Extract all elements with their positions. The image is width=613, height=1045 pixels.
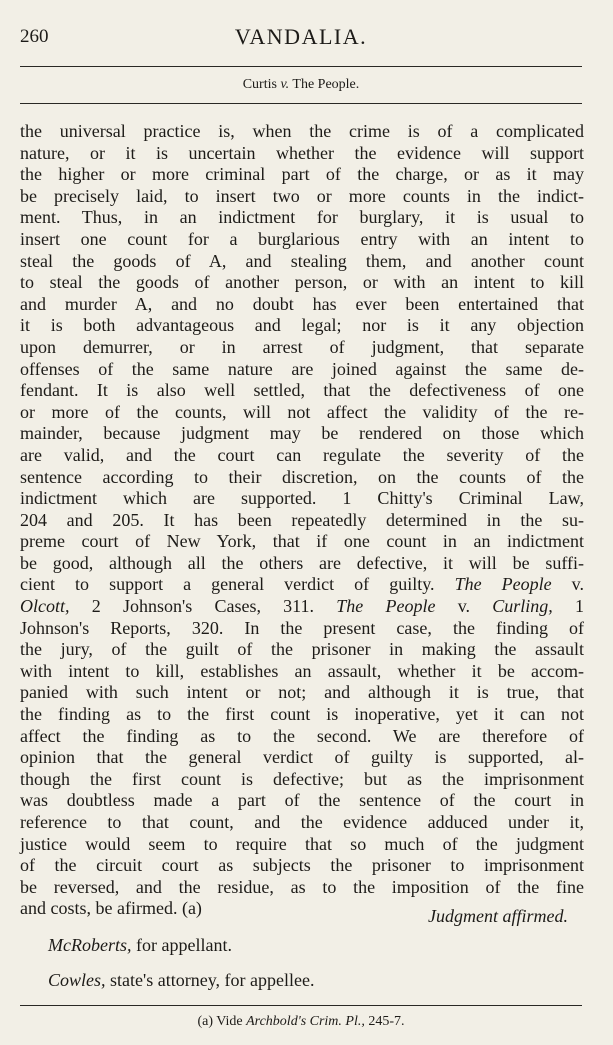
text-line: upon demurrer, or in arrest of judgment, that separate: [20, 336, 584, 357]
opinion-text: [20, 121, 584, 920]
appellee-counsel-role: state's attorney, for appellee.: [110, 970, 315, 990]
running-title: VANDALIA.: [234, 24, 368, 49]
text-line: indictment which are supported. 1 Chitty's Criminal Law,: [20, 488, 584, 509]
text-line: or more of the counts, will not affect the validity of the re-: [20, 401, 584, 422]
header-rule: [20, 66, 582, 67]
case-citation-versus: v.: [457, 596, 471, 617]
text-line: opinion that the general verdict of guilty is supported, al-: [20, 747, 584, 768]
counsel-appellant: [48, 935, 232, 956]
text-line: fendant. It is also well settled, that the defectiveness of one: [20, 380, 584, 401]
text-line: the jury, of the guilt of the prisoner in making the assault: [20, 639, 584, 660]
text-line: Johnson's Reports, 320. In the present case, the finding of: [20, 617, 584, 638]
appellant-counsel-role: for appellant.: [135, 935, 232, 955]
text-line: and murder A, and no doubt has ever been entertained that: [20, 293, 584, 314]
footnote-work: Archbold's Crim. Pl.,: [246, 1014, 365, 1029]
text-line: preme court of New York, that if one count in an indictment: [20, 531, 584, 552]
footnote-prefix: (a) Vide: [197, 1014, 243, 1029]
text-line: affect the finding as to the second. We are therefore of: [20, 725, 584, 746]
case-versus: v.: [280, 77, 290, 92]
text-line: though the first count is defective; but as the imprisonment: [20, 768, 584, 789]
text-line: ment. Thus, in an indictment for burglary, it is usual to: [20, 207, 584, 228]
text-line: panied with such intent or not; and although it is true, that: [20, 682, 584, 703]
text-line: nature, or it is uncertain whether the evidence will support: [20, 142, 584, 163]
footnote: [20, 1014, 582, 1030]
text-line: of the circuit court as subjects the prisoner to imprisonment: [20, 855, 584, 876]
text-line: reference to that count, and the evidence adduced under it,: [20, 812, 584, 832]
text-line: be reversed, and the residue, as to the imposition of the fine: [20, 876, 584, 897]
text-line: are valid, and the court can regulate the severity of the: [20, 444, 584, 465]
text-line: and costs, be afirmed. (a): [20, 898, 202, 919]
text-line: was doubtless made a part of the sentence of the court in: [20, 790, 584, 811]
case-citation-name: The People: [454, 574, 552, 595]
text-line: sentence according to their discretion, on the counts of the: [20, 466, 584, 487]
text-line: be precisely laid, to insert two or more counts in the indict-: [20, 185, 584, 206]
judgment-line: Judgment affirmed.: [428, 906, 568, 926]
case-title-rule: [20, 103, 582, 104]
text-line: offenses of the same nature are joined against the same de-: [20, 358, 584, 379]
text-line: insert one count for a burglarious entry with an intent to: [20, 228, 584, 249]
text-line: mainder, because judgment may be rendered on those which: [20, 423, 584, 444]
text-line-citation: [20, 596, 584, 618]
text-line: the higher or more criminal part of the charge, or as it may: [20, 164, 584, 185]
footnote-pages: 245-7.: [368, 1014, 405, 1029]
case-party-2: The People.: [292, 77, 360, 92]
appellant-counsel-name: McRoberts,: [48, 935, 132, 955]
text-line: 204 and 205. It has been repeatedly determined in the su-: [20, 509, 584, 530]
running-head: [20, 22, 582, 54]
text-line: justice would seem to require that so much of the judgment: [20, 833, 584, 854]
citation-volume: 1: [575, 596, 585, 617]
text-line: steal the goods of A, and stealing them, and another count: [20, 250, 584, 271]
page-number: 260: [20, 26, 49, 47]
footnote-rule: [20, 1005, 582, 1006]
text-line: the finding as to the first count is inoperative, yet it can not: [20, 704, 584, 725]
text-line: to steal the goods of another person, or with an intent to kill: [20, 272, 584, 293]
case-citation-name: The People: [336, 596, 436, 617]
counsel-appellee: [48, 970, 315, 991]
text-line-citation: [20, 574, 584, 596]
case-party-1: Curtis: [242, 77, 277, 92]
text-line: with intent to kill, establishes an assault, whether it be accom-: [20, 660, 584, 681]
text-line: it is both advantageous and legal; nor is it any objection: [20, 315, 584, 336]
case-title: [20, 77, 582, 93]
text-segment: cient to support a general verdict of guilty.: [20, 574, 435, 595]
text-line: the universal practice is, when the crime is of a complicated: [20, 121, 584, 141]
citation-reporter: 2 Johnson's Cases, 311.: [91, 596, 315, 617]
case-citation-party: Curling,: [492, 596, 553, 617]
case-citation-party: Olcott,: [20, 596, 70, 617]
text-line: be good, although all the others are defective, it will be suffi-: [20, 552, 584, 573]
case-citation-versus: v.: [571, 574, 585, 595]
appellee-counsel-name: Cowles,: [48, 970, 106, 990]
